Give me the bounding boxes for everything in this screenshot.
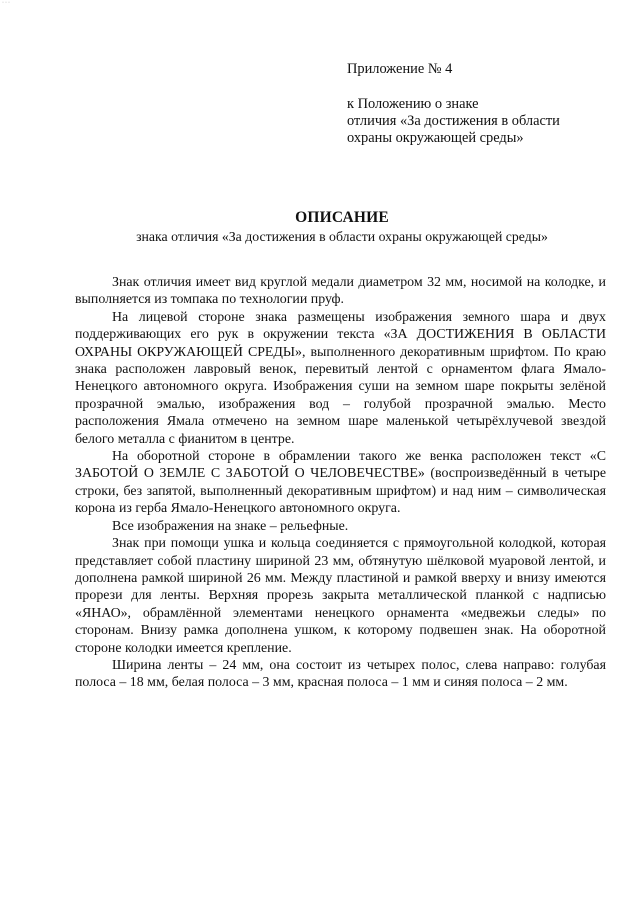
- paragraph-6: Ширина ленты – 24 мм, она состоит из четырех полос, слева направо: голубая полоса – 18 мм, белая полоса – 3 мм, красная полоса – 1 мм и синяя полоса – 2 мм.: [75, 657, 606, 691]
- paragraph-4: Все изображения на знаке – рельефные.: [112, 518, 349, 534]
- scan-corner-mark: ···: [2, 0, 11, 6]
- appendix-ref-line-3: охраны окружающей среды»: [347, 130, 524, 146]
- document-subtitle: знака отличия «За достижения в области охраны окружающей среды»: [136, 229, 548, 244]
- appendix-ref-line-1: к Положению о знаке: [347, 96, 479, 112]
- document-body: [75, 274, 606, 692]
- paragraph-5: Знак при помощи ушка и кольца соединяется с прямоугольной колодкой, которая представляет собой пластину шириной 23 мм, обтянутую шёлковой муаровой лентой, и дополнена рамкой шириной 26 мм. Между пластиной и рамкой вверху и внизу имеются прорези для ленты. Верхняя прорезь закрыта металлической планкой с надписью «ЯНАО», обрамлённой элементами ненецкого орнамента «медвежьи следы» по сторонам. Внизу рамка дополнена ушком, к которому подвешен знак. На оборотной стороне колодки имеется крепление.: [75, 536, 606, 656]
- appendix-number: Приложение № 4: [347, 61, 453, 77]
- appendix-header: [347, 61, 560, 147]
- document-title: ОПИСАНИЕ: [295, 209, 389, 226]
- appendix-ref-line-2: отличия «За достижения в области: [347, 113, 560, 129]
- paragraph-3: На оборотной стороне в обрамлении такого же венка расположен текст «С ЗАБОТОЙ О ЗЕМЛЕ С ЗАБОТОЙ О ЧЕЛОВЕЧЕСТВЕ» (воспроизведённый в четыре строки, без запятой, выполненный декоративным шрифтом) и над ним – символическая корона из герба Ямало-Ненецкого автономного округа.: [75, 449, 606, 517]
- paragraph-1: Знак отличия имеет вид круглой медали диаметром 32 мм, носимой на колодке, и выполняется из томпака по технологии пруф.: [75, 275, 606, 308]
- paragraph-2: На лицевой стороне знака размещены изображения земного шара и двух поддерживающих его рук в окружении текста «ЗА ДОСТИЖЕНИЯ В ОБЛАСТИ ОХРАНЫ ОКРУЖАЮЩЕЙ СРЕДЫ», выполненного декоративным шрифтом. По краю знака расположен лавровый венок, перевитый лентой с орнаментом флага Ямало-Ненецкого автономного округа. Изображения суши на земном шаре покрыты зелёной прозрачной эмалью, изображения вод – голубой прозрачной эмалью. Место расположения Ямала отмечено на земном шаре маленькой четырёхлучевой звездой белого металла с фианитом в центре.: [75, 309, 606, 447]
